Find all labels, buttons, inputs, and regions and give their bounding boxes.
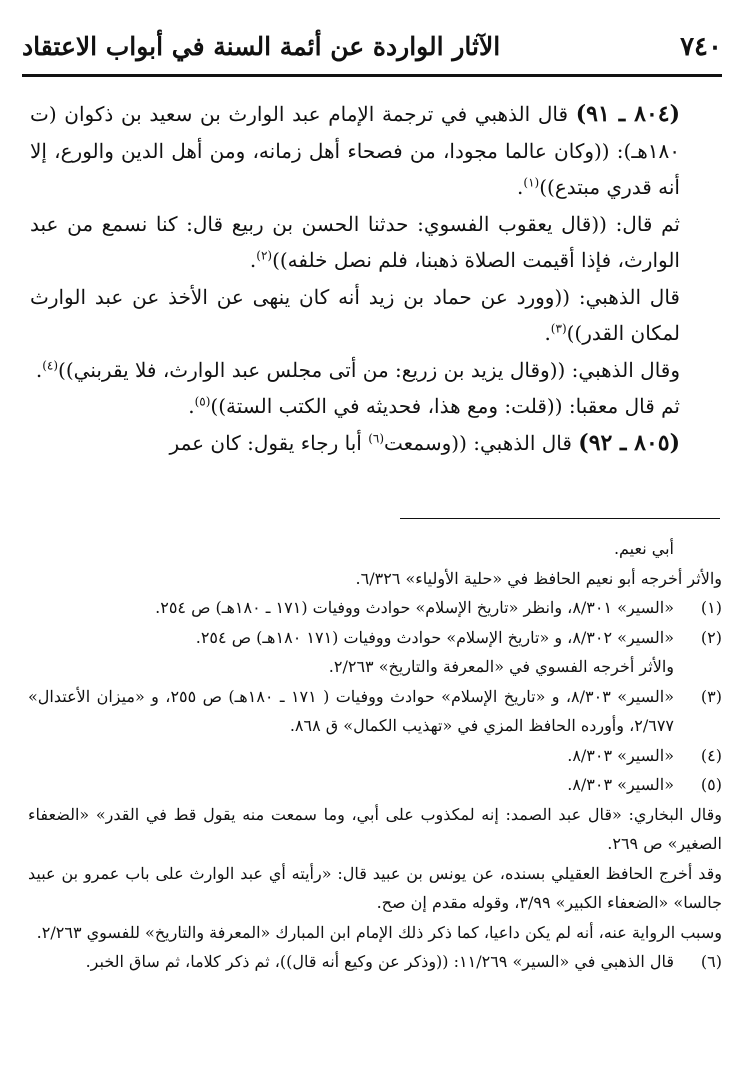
footnote-ref: (٣) [550, 321, 567, 336]
footnote-number: (٣) [700, 686, 722, 706]
footnote-5-extra: وقال البخاري: «قال عبد الصمد: إنه لمكذوب على أبي، وما سمعت منه يقول قط في القدر» «الضعفاء الصغير» ص ٢٦٩. [28, 804, 722, 853]
footnote-text: «السير» ٨/٣٠١، وانظر «تاريخ الإسلام» حوادث ووفيات (١٧١ ـ ١٨٠هـ) ص ٢٥٤. [155, 598, 674, 617]
footnote-ref: (٤) [42, 357, 59, 372]
footnote-text: «السير» ٨/٣٠٣، و «تاريخ الإسلام» حوادث ووفيات ( ١٧١ ـ ١٨٠هـ) ص ٢٥٥، و «ميزان الأعتدال» ٢/٦٧٧، وأورده الحافظ المزي في «تهذيب الكمال» ق ٨٦٨. [28, 686, 675, 735]
paragraph-805 [30, 425, 720, 462]
footnote-3 [28, 682, 722, 741]
paragraph-text: قال الذهبي: ((وسمعت [384, 430, 572, 455]
paragraph-yazid: وقال الذهبي: ((وقال يزيد بن زريع: من أتى مجلس عبد الوارث، فلا يقربني))$^{(٤)}$. [35, 357, 680, 382]
footnote-ref: (١) [523, 175, 540, 190]
paragraph-text: قال الذهبي في ترجمة الإمام عبد الوارث بن سعيد بن ذكوان (ت ١٨٠هـ): ((وكان عالما مجودا، من فصحاء أهل زمانه، ومن أهل الدين والورع، إلا أنه قدري مبتدع)) [30, 102, 680, 199]
paragraph-sitta: ثم قال معقبا: ((قلت: ومع هذا، فحديثه في الكتب الستة))$^{(٥)}$. [188, 394, 680, 418]
footnote-4 [28, 741, 722, 771]
footnote-ref: (٢) [256, 248, 273, 263]
footnote-5 [28, 770, 722, 800]
paragraph-text: أبا رجاء يقول: كان عمر [169, 430, 362, 455]
footnotes [28, 534, 722, 977]
page-number: ٧٤٠ [680, 32, 722, 62]
footnote-number: (٤) [700, 745, 722, 765]
footnote-ref: (٥) [194, 394, 211, 409]
page-header [22, 28, 722, 78]
paragraph-804: (٨٠٤ ـ ٩١) قال الذهبي في ترجمة الإمام عبد الوارث بن سعيد بن ذكوان (ت ١٨٠هـ): ((وكان عالما مجودا، من فصحاء أهل زمانه، ومن أهل الدين والورع، إلا أنه قدري مبتدع))$^{(١)}$. [30, 101, 680, 199]
footnote-continuation: والأثر أخرجه أبو نعيم الحافظ في «حلية الأولياء» ٦/٣٢٦. [355, 568, 722, 588]
running-title: الآثار الواردة عن أئمة السنة في أبواب الاعتقاد [22, 32, 501, 61]
footnote-5-extra: وسبب الرواية عنه، أنه لم يكن داعيا، كما ذكر ذلك الإمام ابن المبارك «المعرفة والتاريخ» للفسوي ٢/٢٦٣. [36, 922, 722, 942]
footnote-2 [28, 623, 722, 653]
footnote-2-extra: والأثر أخرجه الفسوي في «المعرفة والتاريخ» ٢/٢٦٣. [328, 657, 674, 676]
entry-number: (٨٠٤ ـ ٩١) [575, 101, 680, 127]
paragraph-text: وقال الذهبي: ((وقال يزيد بن زريع: من أتى مجلس عبد الوارث، فلا يقربني)) [58, 357, 680, 382]
main-text [30, 96, 720, 461]
paragraph-text: ثم قال: ((قال يعقوب الفسوي: حدثنا الحسن بن ربيع قال: كنا نسمع من عبد الوارث، فإذا أقيمت الصلاة ذهبنا، فلم نصل خلفه)) [30, 211, 680, 272]
footnote-continuation: أبي نعيم. [613, 539, 674, 558]
footnote-text: «السير» ٨/٣٠٢، و «تاريخ الإسلام» حوادث ووفيات (١٧١ ١٨٠هـ) ص ٢٥٤. [195, 627, 674, 647]
paragraph-hammad: قال الذهبي: ((وورد عن حماد بن زيد أنه كان ينهى عن الأخذ عن عبد الوارث لمكان القدر))$^{(٣)}$. [30, 284, 680, 345]
footnote-5-extra: وقد أخرج الحافظ العقيلي بسنده، عن يونس بن عبيد قال: «رأيته أي عبد الوارث على باب عمرو بن عبيد جالسا» «الضعفاء الكبير» ٣/٩٩، وقوله مقدم إن صح. [28, 863, 723, 912]
footnote-number: (٦) [700, 952, 722, 971]
footnote-1 [28, 593, 722, 623]
footnote-text: قال الذهبي في «السير» ١١/٢٦٩: ((وذكر عن وكيع أنه قال))، ثم ذكر كلاما، ثم ساق الخبر. [85, 952, 674, 971]
footnote-number: (٥) [700, 775, 722, 794]
footnote-text: «السير» ٨/٣٠٣. [567, 745, 674, 765]
header-rule [22, 74, 722, 77]
paragraph-fasawi: ثم قال: ((قال يعقوب الفسوي: حدثنا الحسن بن ربيع قال: كنا نسمع من عبد الوارث، فإذا أقيمت الصلاة ذهبنا، فلم نصل خلفه))$^{(٢)}$. [30, 211, 680, 272]
footnote-number: (١) [700, 598, 722, 617]
footnote-6 [28, 947, 722, 977]
paragraph-text: ثم قال معقبا: ((قلت: ومع هذا، فحديثه في الكتب الستة)) [210, 394, 680, 418]
footnote-separator [400, 518, 720, 519]
paragraph-text: قال الذهبي: ((وورد عن حماد بن زيد أنه كان ينهى عن الأخذ عن عبد الوارث لمكان القدر)) [30, 284, 680, 345]
entry-number: (٨٠٥ ـ ٩٢) [578, 429, 680, 456]
footnote-text: «السير» ٨/٣٠٣. [567, 775, 674, 794]
footnote-ref: (٦) [368, 430, 385, 445]
footnote-number: (٢) [700, 627, 722, 647]
